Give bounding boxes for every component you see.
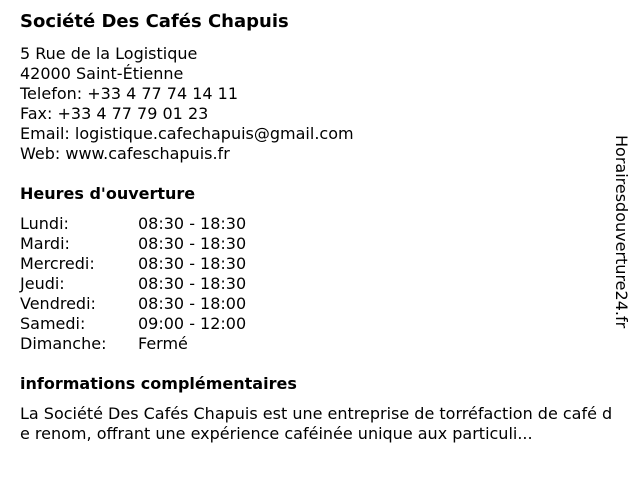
address-street: 5 Rue de la Logistique: [20, 44, 198, 63]
contact-block: [20, 44, 354, 164]
time-range: 09:00 - 12:00: [138, 314, 247, 333]
time-range: Fermé: [138, 334, 188, 353]
time-range: 08:30 - 18:00: [138, 294, 247, 313]
day-label: Mardi:: [20, 234, 70, 253]
day-label: Jeudi:: [20, 274, 65, 293]
additional-info-heading: informations complémentaires: [20, 374, 297, 393]
time-range: 08:30 - 18:30: [138, 234, 247, 253]
hours-row-wednesday: [20, 254, 246, 274]
day-label: Mercredi:: [20, 254, 95, 273]
email-address: Email: logistique.cafechapuis@gmail.com: [20, 124, 354, 143]
fax-number: Fax: +33 4 77 79 01 23: [20, 104, 209, 123]
company-name: Société Des Cafés Chapuis: [20, 11, 289, 32]
hours-row-thursday: [20, 274, 246, 294]
site-watermark: Horairesdouverture24.fr: [612, 135, 631, 329]
opening-hours-table: [20, 214, 246, 354]
opening-hours-heading: Heures d'ouverture: [20, 184, 196, 203]
day-label: Vendredi:: [20, 294, 96, 313]
day-label: Samedi:: [20, 314, 86, 333]
hours-row-monday: [20, 214, 246, 234]
website: Web: www.cafeschapuis.fr: [20, 144, 230, 163]
hours-row-saturday: [20, 314, 246, 334]
hours-row-tuesday: [20, 234, 246, 254]
hours-row-friday: [20, 294, 246, 314]
day-label: Dimanche:: [20, 334, 107, 353]
day-label: Lundi:: [20, 214, 69, 233]
phone-number: Telefon: +33 4 77 74 14 11: [20, 84, 239, 103]
time-range: 08:30 - 18:30: [138, 254, 247, 273]
address-city: 42000 Saint-Étienne: [20, 64, 184, 83]
hours-row-sunday: [20, 334, 246, 354]
time-range: 08:30 - 18:30: [138, 274, 247, 293]
time-range: 08:30 - 18:30: [138, 214, 247, 233]
company-description: La Société Des Cafés Chapuis est une entreprise de torréfaction de café de renom, offrant une expérience caféinée unique aux particuli...: [20, 404, 613, 443]
